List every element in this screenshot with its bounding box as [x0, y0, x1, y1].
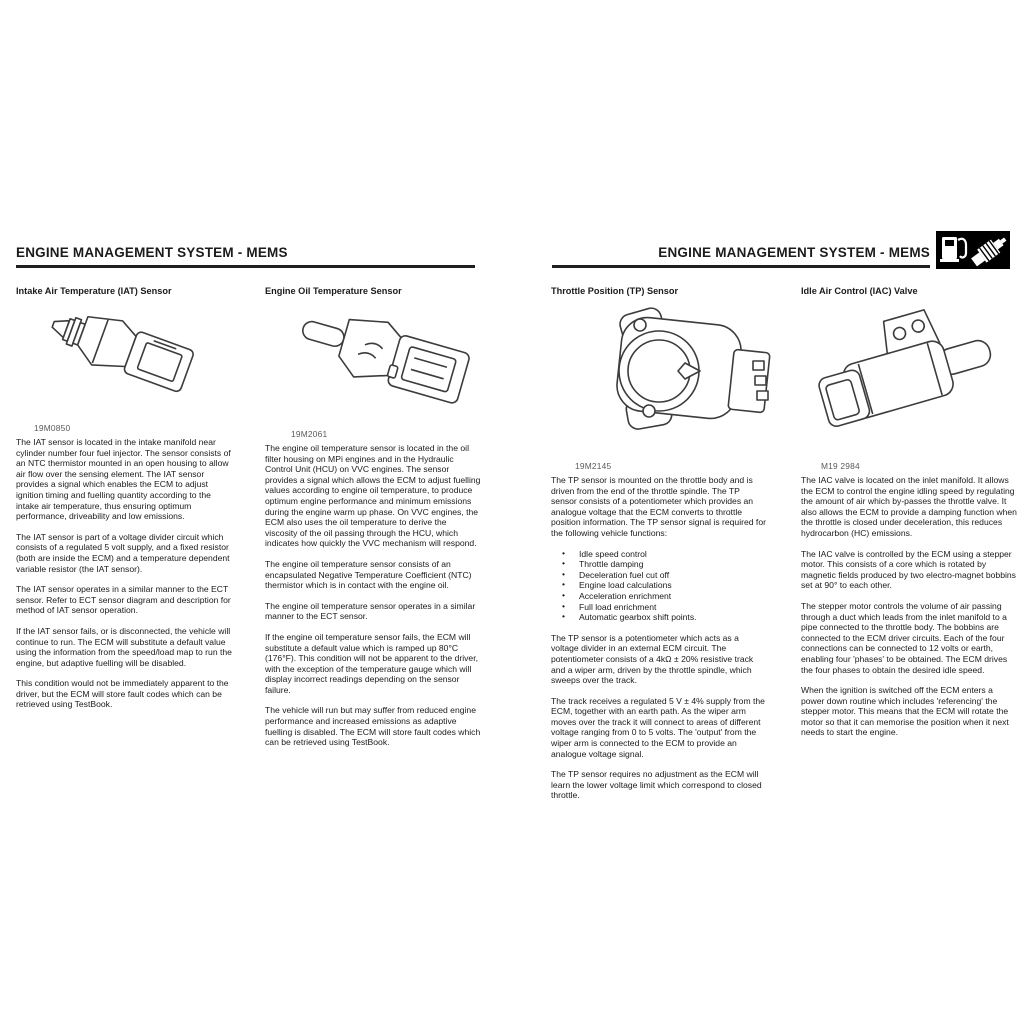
body-paragraph: The IAT sensor is located in the intake manifold near cylinder number four fuel injector. The sensor consists of an NTC thermistor mounted in an open housing to allow air flow over the sensing element. The IAT sensor provides a signal which enables the ECM to adjust ignition timing and fuelling quantity according to the intake air temperature, thus ensuring optimum performance, driveability and low emissions.: [16, 437, 231, 522]
tp-sensor-drawing: [593, 305, 773, 435]
body-paragraph: If the engine oil temperature sensor fails, the ECM will substitute a default value which is ramped up 80°C (176°F). This condition will not be apparent to the driver, with the exception of the temperature gauge which will display incorrect readings depending on the sensor failure.: [265, 631, 478, 695]
body-paragraph: This condition would not be immediately apparent to the driver, but the ECM will store fault codes which can be retrieved using TestBook.: [16, 678, 229, 710]
list-item: • Deceleration fuel cut off: [579, 570, 767, 581]
fuel-pump-and-spark-plug-icon: [936, 231, 1010, 269]
figure-tp-sensor: [551, 297, 767, 475]
body-paragraph: The engine oil temperature sensor operates in a similar manner to the ECT sensor.: [265, 600, 476, 622]
figure-caption: 19M2061: [291, 429, 328, 440]
figure-caption: M19 2984: [821, 461, 860, 472]
page-title-left: ENGINE MANAGEMENT SYSTEM - MEMS: [16, 245, 288, 260]
column-iac-valve: [801, 286, 1017, 748]
iat-sensor-drawing: [44, 303, 214, 403]
body-paragraph: The vehicle will run but may suffer from reduced engine performance and increased emissions as adaptive fuelling is disabled. The ECM will store fault codes which can be retrieved using TestBook.: [265, 705, 481, 748]
oil-temp-sensor-drawing: [295, 307, 475, 417]
page-title-right: ENGINE MANAGEMENT SYSTEM - MEMS: [658, 245, 930, 260]
list-item: • Full load enrichment: [579, 602, 767, 613]
list-item: • Throttle damping: [579, 559, 767, 570]
body-paragraph: The track receives a regulated 5 V ± 4% supply from the ECM, together with an earth path. As the wiper arm moves over the track it will connect to areas of different voltage ranging from 0 to 5 volts. The 'output' from the wiper arm is connected to the ECM to provide an analogue voltage signal.: [551, 695, 765, 759]
column-tp-sensor: [551, 286, 767, 811]
list-item: • Engine load calculations: [579, 580, 767, 591]
body-paragraph: The TP sensor is a potentiometer which acts as a voltage divider in an external ECM circuit. The potentiometer consists of a 4kΩ ± 20% resistive track and a wiper arm, driven by the throttle spindle, which sweeps over the track.: [551, 632, 754, 686]
figure-caption: 19M0850: [34, 423, 71, 434]
body-paragraph: The IAC valve is controlled by the ECM using a stepper motor. This consists of a core which is rotated by magnetic fields produced by two electro-magnet bobbins set at 90° to each other.: [801, 548, 1016, 591]
figure-iat-sensor: [16, 297, 232, 437]
body-paragraph: When the ignition is switched off the ECM enters a power down routine which includes 'referencing' the stepper motor. This means that the ECM will rotate the motor so that it can memorise the position when it next needs to start the engine.: [801, 685, 1009, 738]
list-item: • Automatic gearbox shift points.: [579, 612, 767, 623]
body-paragraph: The TP sensor requires no adjustment as the ECM will learn the lower voltage limit which correspond to closed throttle.: [551, 769, 762, 801]
body-paragraph: The stepper motor controls the volume of air passing through a duct which leads from the inlet manifold to a pipe connected to the throttle body. The bobbins are connected to the ECM driver circuits. Each of the four connections can be connected to 12 volts or earth, enabling four 'phases' to be obtained. The ECM drives the four phases to obtain the desired idle speed.: [801, 600, 1008, 675]
section-heading-tp: Throttle Position (TP) Sensor: [551, 286, 679, 296]
section-heading-oil: Engine Oil Temperature Sensor: [265, 286, 402, 296]
list-item: • Acceleration enrichment: [579, 591, 767, 602]
header-rule-right: [552, 265, 930, 268]
header-rule-left: [16, 265, 475, 268]
iac-valve-drawing: [817, 309, 997, 439]
figure-oil-temp-sensor: [265, 297, 481, 443]
body-paragraph: The IAT sensor is part of a voltage divider circuit which consists of a regulated 5 volt supply, and a fixed resistor (both are inside the ECM) and a temperature dependent variable resistor (the IAT sensor).: [16, 531, 230, 574]
section-heading-iac: Idle Air Control (IAC) Valve: [801, 286, 918, 296]
body-paragraph: If the IAT sensor fails, or is disconnected, the vehicle will continue to run. The ECM will substitute a default value using the information from the speed/load map to run the engine, but adaptive fuelling will be disabled.: [16, 625, 232, 668]
body-paragraph: The engine oil temperature sensor consists of an encapsulated Negative Temperature Coefficient (NTC) thermistor which is in contact with the engine oil.: [265, 558, 472, 591]
figure-iac-valve: [801, 297, 1017, 475]
column-oil-temp-sensor: [265, 286, 481, 758]
tp-function-list: [551, 549, 767, 623]
body-paragraph: The IAC valve is located on the inlet manifold. It allows the ECM to control the engine idling speed by regulating the amount of air which by-passes the throttle valve. It also allows the ECM to provide a damping function when the throttle is closed under deceleration, this reduces hydrocarbon (HC) emissions.: [801, 475, 1017, 538]
body-paragraph: The engine oil temperature sensor is located in the oil filter housing on MPi engines and in the Hydraulic Control Unit (HCU) on VVC engines. The sensor provides a signal which allows the ECM to adjust fuelling values according to engine oil temperature, to produce optimum engine performance and minimum emissions during the engine warm up phase. On VVC engines, the ECM also uses the oil temperature to derive the viscosity of the oil passing through the HCU, which indicates how quickly the VVC mechanism will respond.: [265, 443, 481, 549]
list-item: • Idle speed control: [579, 549, 767, 560]
fuel-pump-and-spark-plug-icon-art: [936, 231, 1010, 269]
section-heading-iat: Intake Air Temperature (IAT) Sensor: [16, 286, 172, 296]
body-paragraph: The IAT sensor operates in a similar manner to the ECT sensor. Refer to ECT sensor diagram and description for method of IAT sensor operation.: [16, 584, 231, 616]
column-iat-sensor: [16, 286, 232, 720]
figure-caption: 19M2145: [575, 461, 612, 472]
body-paragraph: The TP sensor is mounted on the throttle body and is driven from the end of the throttle spindle. The TP sensor consists of a potentiometer which provides an analogue voltage that the ECM converts to throttle position information. The TP sensor signal is required for the following vehicle functions:: [551, 475, 766, 538]
